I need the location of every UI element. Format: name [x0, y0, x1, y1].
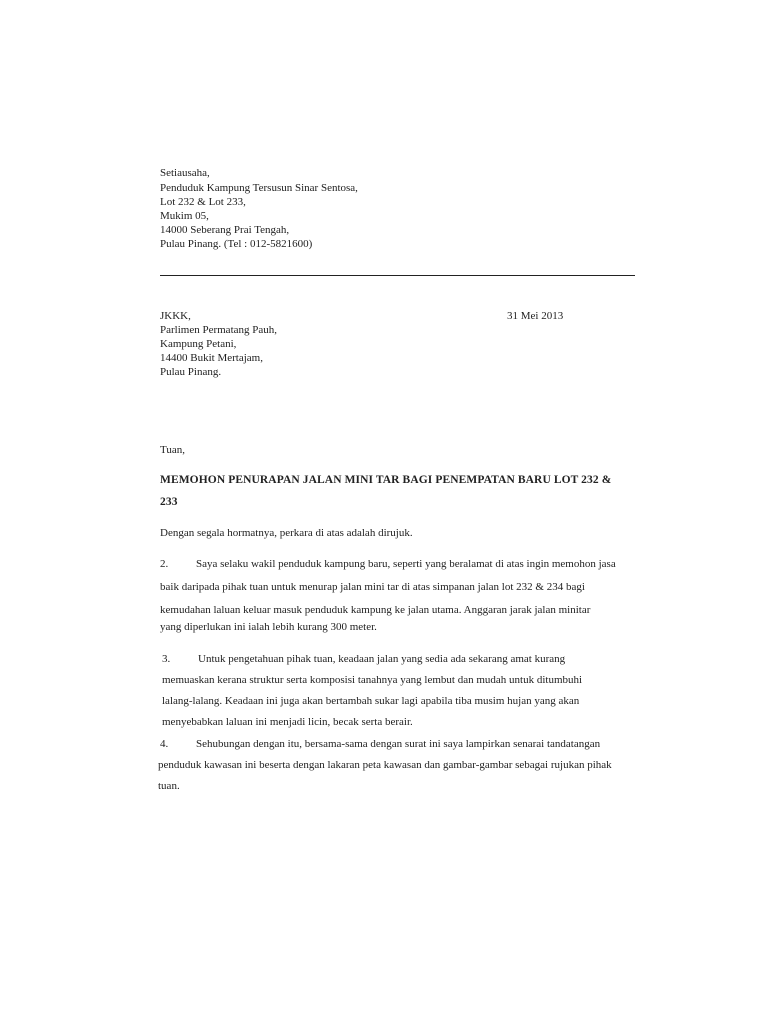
paragraph-4-first-line — [160, 737, 600, 751]
sender-line: 14000 Seberang Prai Tengah, — [160, 224, 290, 236]
subject-line: 233 — [160, 496, 178, 508]
paragraph-text: Untuk pengetahuan pihak tuan, keadaan jalan yang sedia ada sekarang amat kurang — [198, 653, 566, 665]
paragraph-text: memuaskan kerana struktur serta komposisi tanahnya yang lembut dan mudah untuk ditumbuhi — [162, 674, 583, 686]
sender-line: Setiausaha, — [160, 167, 210, 179]
letter-date: 31 Mei 2013 — [507, 310, 564, 322]
sender-line: Pulau Pinang. (Tel : 012-5821600) — [160, 238, 313, 250]
paragraph-text: yang diperlukan ini ialah lebih kurang 300 meter. — [160, 621, 377, 633]
paragraph-number: 4. — [160, 738, 169, 750]
subject-line: MEMOHON PENURAPAN JALAN MINI TAR BAGI PENEMPATAN BARU LOT 232 & — [160, 474, 612, 486]
recipient-line: 14400 Bukit Mertajam, — [160, 352, 263, 364]
recipient-line: Pulau Pinang. — [160, 366, 222, 378]
paragraph-number: 2. — [160, 558, 169, 570]
paragraph-text: Sehubungan dengan itu, bersama-sama dengan surat ini saya lampirkan senarai tandatangan — [196, 738, 601, 750]
recipient-line: Parlimen Permatang Pauh, — [160, 324, 278, 336]
paragraph-text: penduduk kawasan ini beserta dengan lakaran peta kawasan dan gambar-gambar sebagai rujukan pihak — [158, 759, 612, 771]
sender-line: Penduduk Kampung Tersusun Sinar Sentosa, — [160, 182, 358, 194]
sender-line: Lot 232 & Lot 233, — [160, 196, 246, 208]
salutation: Tuan, — [160, 444, 185, 456]
recipient-line: JKKK, — [160, 310, 191, 322]
paragraph-3-first-line — [162, 652, 565, 666]
paragraph-text: lalang-lalang. Keadaan ini juga akan bertambah sukar lagi apabila tiba musim hujan yang akan — [162, 695, 580, 707]
paragraph-text: tuan. — [158, 780, 180, 792]
paragraph-2-first-line — [160, 557, 616, 571]
intro-paragraph: Dengan segala hormatnya, perkara di atas adalah dirujuk. — [160, 527, 413, 539]
sender-line: Mukim 05, — [160, 210, 209, 222]
recipient-line: Kampung Petani, — [160, 338, 237, 350]
paragraph-text: menyebabkan laluan ini menjadi licin, becak serta berair. — [162, 716, 413, 728]
header-divider — [160, 275, 635, 276]
paragraph-text: baik daripada pihak tuan untuk menurap jalan mini tar di atas simpanan jalan lot 232 & 234 bagi — [160, 581, 585, 593]
paragraph-text: kemudahan laluan keluar masuk penduduk kampung ke jalan utama. Anggaran jarak jalan minitar — [160, 604, 591, 616]
paragraph-number: 3. — [162, 653, 171, 665]
paragraph-text: Saya selaku wakil penduduk kampung baru, seperti yang beralamat di atas ingin memohon jasa — [196, 558, 616, 570]
